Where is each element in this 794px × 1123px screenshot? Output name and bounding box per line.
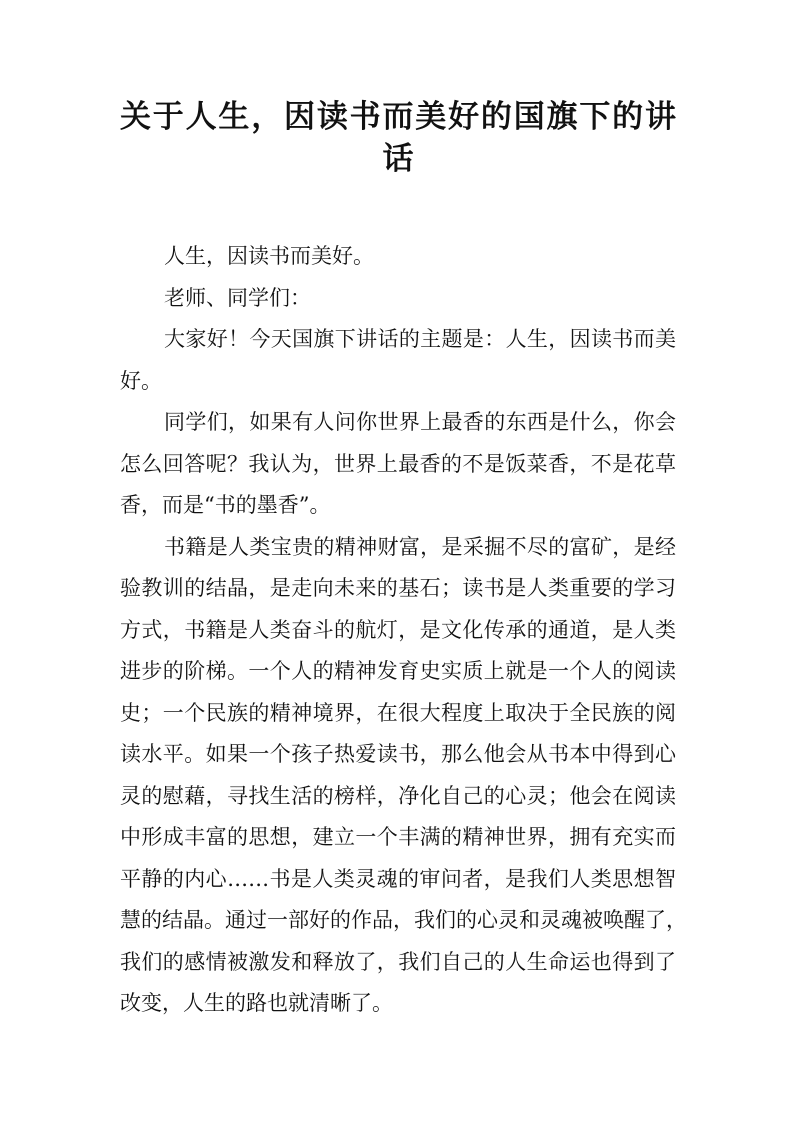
paragraph-line: 我们的感情被激发和释放了，我们自己的人生命运也得到了	[120, 949, 676, 974]
paragraph-line: 同学们，如果有人问你世界上最香的东西是什么，你会	[164, 410, 676, 434]
paragraph-line: 大家好！今天国旗下讲话的主题是：人生，因读书而美	[164, 327, 676, 351]
paragraph-line: 人生，因读书而美好。	[164, 244, 374, 268]
paragraph	[120, 402, 676, 527]
paragraph-line: 改变，人生的路也就清晰了。	[120, 991, 393, 1015]
paragraph-line: 香，而是“书的墨香”。	[120, 493, 331, 517]
paragraph	[120, 236, 676, 278]
paragraph-line: 书籍是人类宝贵的精神财富，是采掘不尽的富矿，是经	[164, 534, 676, 559]
paragraph-line: 平静的内心……书是人类灵魂的审问者，是我们人类思想智	[120, 866, 676, 891]
title-line: 话	[382, 141, 414, 177]
document-body	[120, 236, 687, 1025]
document-title	[120, 96, 676, 180]
paragraph-line: 史；一个民族的精神境界，在很大程度上取决于全民族的阅	[120, 700, 676, 725]
paragraph-line: 灵的慰藉，寻找生活的榜样，净化自己的心灵；他会在阅读	[120, 783, 676, 808]
paragraph	[120, 278, 676, 320]
paragraph-line: 好。	[120, 368, 162, 393]
paragraph-line: 中形成丰富的思想，建立一个丰满的精神世界，拥有充实而	[120, 825, 676, 849]
paragraph-line: 老师、同学们：	[164, 285, 311, 310]
paragraph-line: 怎么回答呢？我认为，世界上最香的不是饭菜香，不是花草	[120, 451, 676, 476]
paragraph	[120, 319, 676, 402]
paragraph-line: 慧的结晶。通过一部好的作品，我们的心灵和灵魂被唤醒了，	[120, 908, 687, 932]
title-line: 关于人生，因读书而美好的国旗下的讲	[120, 99, 676, 135]
paragraph-line: 方式，书籍是人类奋斗的航灯，是文化传承的通道，是人类	[120, 617, 676, 642]
paragraph-line: 读水平。如果一个孩子热爱读书，那么他会从书本中得到心	[120, 742, 676, 766]
paragraph	[120, 527, 687, 1025]
paragraph-line: 进步的阶梯。一个人的精神发育史实质上就是一个人的阅读	[120, 659, 676, 683]
paragraph-line: 验教训的结晶，是走向未来的基石；读书是人类重要的学习	[120, 576, 676, 600]
